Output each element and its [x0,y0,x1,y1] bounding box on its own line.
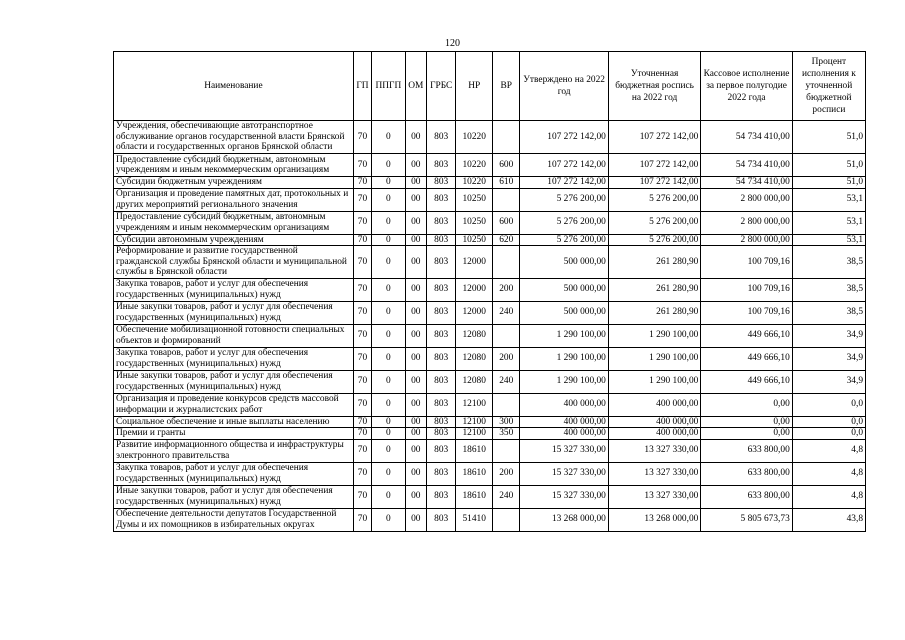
row-grbs-cell: 803 [426,428,455,440]
row-gp-cell: 70 [353,154,371,177]
table-row [114,188,866,211]
row-refined-cell: 5 276 200,00 [608,211,700,234]
row-cash-cell: 0,00 [701,416,792,428]
row-om-cell: 00 [405,439,426,462]
row-np-cell: 10250 [456,188,493,211]
row-approved-cell: 107 272 142,00 [520,121,608,154]
row-gp-cell: 70 [353,393,371,416]
row-ppgp-cell: 0 [372,324,406,347]
table-row [114,508,866,531]
row-np-cell: 10220 [456,121,493,154]
row-percent-cell: 43,8 [792,508,865,531]
row-ppgp-cell: 0 [372,393,406,416]
row-np-cell: 12080 [456,324,493,347]
row-cash-cell: 449 666,10 [701,347,792,370]
table-header [114,52,866,121]
row-approved-cell: 1 290 100,00 [520,324,608,347]
row-name-cell: Иные закупки товаров, работ и услуг для обеспечения государственных (муниципальных) нужд [114,485,354,508]
header-om: ОМ [405,52,426,121]
row-percent-cell: 34,9 [792,324,865,347]
row-percent-cell: 51,0 [792,121,865,154]
row-gp-cell: 70 [353,324,371,347]
row-cash-cell: 449 666,10 [701,370,792,393]
table-row [114,154,866,177]
row-refined-cell: 13 268 000,00 [608,508,700,531]
row-np-cell: 12000 [456,278,493,301]
row-np-cell: 12080 [456,370,493,393]
row-percent-cell: 4,8 [792,485,865,508]
row-percent-cell: 4,8 [792,462,865,485]
row-refined-cell: 261 280,90 [608,246,700,279]
row-gp-cell: 70 [353,234,371,246]
row-grbs-cell: 803 [426,278,455,301]
row-percent-cell: 0,0 [792,393,865,416]
row-refined-cell: 5 276 200,00 [608,234,700,246]
row-name-cell: Предоставление субсидий бюджетным, автономным учреждениям и иным некоммерческим организациям [114,154,354,177]
row-om-cell: 00 [405,347,426,370]
row-ppgp-cell: 0 [372,154,406,177]
row-np-cell: 18610 [456,439,493,462]
row-refined-cell: 1 290 100,00 [608,347,700,370]
row-ppgp-cell: 0 [372,347,406,370]
row-approved-cell: 400 000,00 [520,393,608,416]
row-name-cell: Субсидии автономным учреждениям [114,234,354,246]
table-row [114,393,866,416]
row-ppgp-cell: 0 [372,428,406,440]
row-approved-cell: 500 000,00 [520,301,608,324]
row-vr-cell: 240 [493,370,520,393]
row-gp-cell: 70 [353,439,371,462]
row-np-cell: 10250 [456,234,493,246]
row-percent-cell: 34,9 [792,370,865,393]
row-approved-cell: 13 268 000,00 [520,508,608,531]
row-grbs-cell: 803 [426,177,455,189]
row-name-cell: Обеспечение мобилизационной готовности специальных объектов и формирований [114,324,354,347]
table-body [114,121,866,532]
row-om-cell: 00 [405,154,426,177]
row-np-cell: 18610 [456,462,493,485]
row-gp-cell: 70 [353,370,371,393]
row-vr-cell: 600 [493,211,520,234]
row-om-cell: 00 [405,485,426,508]
row-ppgp-cell: 0 [372,188,406,211]
row-om-cell: 00 [405,121,426,154]
page-number: 120 [445,38,460,49]
row-ppgp-cell: 0 [372,301,406,324]
table-row [114,416,866,428]
row-refined-cell: 13 327 330,00 [608,439,700,462]
row-vr-cell: 200 [493,347,520,370]
row-name-cell: Закупка товаров, работ и услуг для обеспечения государственных (муниципальных) нужд [114,278,354,301]
row-ppgp-cell: 0 [372,370,406,393]
row-ppgp-cell: 0 [372,278,406,301]
row-name-cell: Закупка товаров, работ и услуг для обеспечения государственных (муниципальных) нужд [114,347,354,370]
row-name-cell: Премии и гранты [114,428,354,440]
row-approved-cell: 5 276 200,00 [520,234,608,246]
row-gp-cell: 70 [353,177,371,189]
row-np-cell: 12080 [456,347,493,370]
row-approved-cell: 15 327 330,00 [520,439,608,462]
row-np-cell: 12100 [456,416,493,428]
row-om-cell: 00 [405,393,426,416]
row-gp-cell: 70 [353,485,371,508]
row-cash-cell: 54 734 410,00 [701,154,792,177]
row-name-cell: Закупка товаров, работ и услуг для обеспечения государственных (муниципальных) нужд [114,462,354,485]
row-name-cell: Организация и проведение памятных дат, протокольных и других мероприятий регионального значения [114,188,354,211]
row-gp-cell: 70 [353,347,371,370]
row-np-cell: 12000 [456,246,493,279]
row-cash-cell: 5 805 673,73 [701,508,792,531]
row-om-cell: 00 [405,428,426,440]
table-row [114,177,866,189]
row-cash-cell: 633 800,00 [701,439,792,462]
row-percent-cell: 53,1 [792,234,865,246]
row-cash-cell: 633 800,00 [701,485,792,508]
row-cash-cell: 100 709,16 [701,301,792,324]
row-cash-cell: 2 800 000,00 [701,188,792,211]
table-row [114,246,866,279]
row-ppgp-cell: 0 [372,177,406,189]
row-approved-cell: 500 000,00 [520,278,608,301]
row-percent-cell: 38,5 [792,246,865,279]
row-vr-cell: 200 [493,278,520,301]
row-ppgp-cell: 0 [372,121,406,154]
row-name-cell: Социальное обеспечение и иные выплаты населению [114,416,354,428]
row-np-cell: 51410 [456,508,493,531]
row-refined-cell: 13 327 330,00 [608,462,700,485]
row-approved-cell: 15 327 330,00 [520,485,608,508]
row-np-cell: 10220 [456,177,493,189]
row-np-cell: 18610 [456,485,493,508]
row-approved-cell: 15 327 330,00 [520,462,608,485]
row-cash-cell: 100 709,16 [701,278,792,301]
header-grbs: ГРБС [426,52,455,121]
row-grbs-cell: 803 [426,154,455,177]
row-percent-cell: 34,9 [792,347,865,370]
row-cash-cell: 100 709,16 [701,246,792,279]
table-row [114,439,866,462]
row-np-cell: 12100 [456,428,493,440]
row-gp-cell: 70 [353,462,371,485]
row-grbs-cell: 803 [426,234,455,246]
table-row [114,121,866,154]
row-percent-cell: 0,0 [792,428,865,440]
row-om-cell: 00 [405,462,426,485]
row-cash-cell: 2 800 000,00 [701,211,792,234]
row-cash-cell: 449 666,10 [701,324,792,347]
row-vr-cell [493,324,520,347]
table-row [114,278,866,301]
row-np-cell: 12100 [456,393,493,416]
row-gp-cell: 70 [353,416,371,428]
row-om-cell: 00 [405,177,426,189]
budget-table [113,51,866,532]
row-vr-cell [493,188,520,211]
row-grbs-cell: 803 [426,485,455,508]
row-np-cell: 12000 [456,301,493,324]
row-vr-cell: 350 [493,428,520,440]
row-grbs-cell: 803 [426,211,455,234]
row-np-cell: 10250 [456,211,493,234]
row-grbs-cell: 803 [426,370,455,393]
row-name-cell: Организация и проведение конкурсов средств массовой информации и журналистских работ [114,393,354,416]
row-vr-cell: 300 [493,416,520,428]
row-vr-cell: 240 [493,301,520,324]
header-gp: ГП [353,52,371,121]
row-name-cell: Обеспечение деятельности депутатов Государственной Думы и их помощников в избирательных округах [114,508,354,531]
row-approved-cell: 500 000,00 [520,246,608,279]
row-vr-cell: 610 [493,177,520,189]
row-approved-cell: 107 272 142,00 [520,177,608,189]
row-approved-cell: 400 000,00 [520,416,608,428]
row-ppgp-cell: 0 [372,439,406,462]
row-grbs-cell: 803 [426,246,455,279]
row-refined-cell: 1 290 100,00 [608,370,700,393]
row-vr-cell [493,393,520,416]
row-vr-cell: 240 [493,485,520,508]
row-approved-cell: 1 290 100,00 [520,370,608,393]
row-om-cell: 00 [405,416,426,428]
row-percent-cell: 51,0 [792,177,865,189]
table-row [114,347,866,370]
row-gp-cell: 70 [353,188,371,211]
row-grbs-cell: 803 [426,439,455,462]
row-gp-cell: 70 [353,301,371,324]
row-om-cell: 00 [405,324,426,347]
row-cash-cell: 633 800,00 [701,462,792,485]
row-cash-cell: 0,00 [701,393,792,416]
row-percent-cell: 38,5 [792,301,865,324]
row-refined-cell: 1 290 100,00 [608,324,700,347]
row-name-cell: Развитие информационного общества и инфраструктуры электронного правительства [114,439,354,462]
row-om-cell: 00 [405,370,426,393]
table-row [114,428,866,440]
row-grbs-cell: 803 [426,393,455,416]
row-percent-cell: 53,1 [792,211,865,234]
row-ppgp-cell: 0 [372,462,406,485]
row-om-cell: 00 [405,301,426,324]
row-np-cell: 10220 [456,154,493,177]
row-vr-cell: 600 [493,154,520,177]
row-refined-cell: 400 000,00 [608,393,700,416]
row-refined-cell: 261 280,90 [608,301,700,324]
row-vr-cell [493,508,520,531]
row-ppgp-cell: 0 [372,246,406,279]
row-gp-cell: 70 [353,121,371,154]
row-refined-cell: 107 272 142,00 [608,154,700,177]
row-cash-cell: 54 734 410,00 [701,177,792,189]
row-om-cell: 00 [405,508,426,531]
table-row [114,301,866,324]
table-row [114,234,866,246]
row-approved-cell: 5 276 200,00 [520,188,608,211]
row-grbs-cell: 803 [426,462,455,485]
row-refined-cell: 400 000,00 [608,428,700,440]
row-name-cell: Предоставление субсидий бюджетным, автономным учреждениям и иным некоммерческим организациям [114,211,354,234]
row-refined-cell: 107 272 142,00 [608,177,700,189]
row-om-cell: 00 [405,278,426,301]
header-name: Наименование [114,52,354,121]
row-refined-cell: 5 276 200,00 [608,188,700,211]
row-cash-cell: 0,00 [701,428,792,440]
row-approved-cell: 400 000,00 [520,428,608,440]
row-om-cell: 00 [405,188,426,211]
row-vr-cell: 620 [493,234,520,246]
row-refined-cell: 261 280,90 [608,278,700,301]
row-vr-cell [493,246,520,279]
table-row [114,211,866,234]
header-cash: Кассовое исполнение за первое полугодие 2022 года [701,52,792,121]
row-refined-cell: 107 272 142,00 [608,121,700,154]
table-row [114,370,866,393]
row-gp-cell: 70 [353,278,371,301]
row-vr-cell [493,121,520,154]
row-percent-cell: 4,8 [792,439,865,462]
row-approved-cell: 107 272 142,00 [520,154,608,177]
row-vr-cell: 200 [493,462,520,485]
row-refined-cell: 400 000,00 [608,416,700,428]
row-cash-cell: 54 734 410,00 [701,121,792,154]
row-name-cell: Реформирование и развитие государственной гражданской службы Брянской области и муниципальной службы в Брянской области [114,246,354,279]
row-ppgp-cell: 0 [372,508,406,531]
row-percent-cell: 0,0 [792,416,865,428]
header-percent: Процент исполнения к уточненной бюджетной росписи [792,52,865,121]
row-grbs-cell: 803 [426,324,455,347]
row-percent-cell: 38,5 [792,278,865,301]
row-cash-cell: 2 800 000,00 [701,234,792,246]
row-grbs-cell: 803 [426,347,455,370]
row-approved-cell: 1 290 100,00 [520,347,608,370]
table-row [114,462,866,485]
row-grbs-cell: 803 [426,416,455,428]
row-percent-cell: 51,0 [792,154,865,177]
row-gp-cell: 70 [353,246,371,279]
row-gp-cell: 70 [353,211,371,234]
row-grbs-cell: 803 [426,121,455,154]
row-grbs-cell: 803 [426,508,455,531]
table-row [114,485,866,508]
header-ppgp: ППГП [372,52,406,121]
header-vr: ВР [493,52,520,121]
header-refined: Уточненная бюджетная роспись на 2022 год [608,52,700,121]
row-refined-cell: 13 327 330,00 [608,485,700,508]
row-grbs-cell: 803 [426,301,455,324]
row-gp-cell: 70 [353,508,371,531]
row-ppgp-cell: 0 [372,234,406,246]
row-name-cell: Учреждения, обеспечивающие автотранспортное обслуживание органов государственной власти Брянской области и государственных органов Брянской области [114,121,354,154]
row-om-cell: 00 [405,246,426,279]
row-gp-cell: 70 [353,428,371,440]
row-ppgp-cell: 0 [372,416,406,428]
table-row [114,324,866,347]
row-approved-cell: 5 276 200,00 [520,211,608,234]
row-name-cell: Иные закупки товаров, работ и услуг для обеспечения государственных (муниципальных) нужд [114,370,354,393]
row-om-cell: 00 [405,234,426,246]
row-name-cell: Иные закупки товаров, работ и услуг для обеспечения государственных (муниципальных) нужд [114,301,354,324]
row-grbs-cell: 803 [426,188,455,211]
header-approved: Утверждено на 2022 год [520,52,608,121]
row-om-cell: 00 [405,211,426,234]
row-name-cell: Субсидии бюджетным учреждениям [114,177,354,189]
header-np: НР [456,52,493,121]
row-vr-cell [493,439,520,462]
row-percent-cell: 53,1 [792,188,865,211]
row-ppgp-cell: 0 [372,211,406,234]
row-ppgp-cell: 0 [372,485,406,508]
